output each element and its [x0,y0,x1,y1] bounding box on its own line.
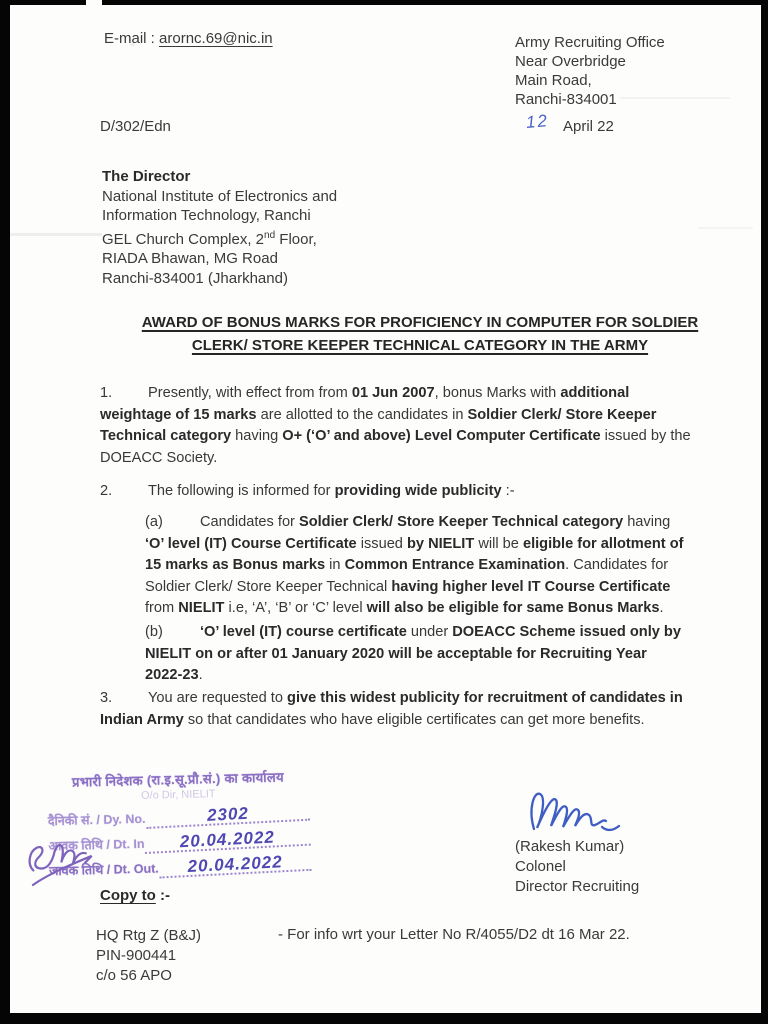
text-segment: Technical category [100,428,232,444]
addressee-line: GEL Church Complex, 2nd Floor, [102,229,317,248]
addressee-line: RIADA Bhawan, MG Road [102,250,278,267]
paragraph-number: (a) [145,514,163,530]
paragraph-line [100,426,760,448]
paragraph-line [100,448,760,470]
text-segment: providing wide publicity [334,483,502,499]
text-segment: having [231,428,283,444]
paragraph-line [100,383,760,405]
paragraph-line [100,481,760,503]
text-segment: . [198,667,203,683]
text-segment: will be [474,535,523,552]
paragraph-number: 3. [100,690,113,706]
text-segment: NIELIT on or after 01 January 2020 will be acceptable for Recruiting Year [145,645,647,662]
handwritten-date-in: 20.04.2022 [144,828,311,854]
signatory-name: (Rakesh Kumar) [515,838,625,855]
paragraph-line [100,688,760,710]
signatory-designation: Director Recruiting [515,878,640,895]
email-row [104,30,273,47]
email-label: E-mail : [104,30,160,47]
email-link[interactable]: arornc.69@nic.in [159,30,273,47]
handwritten-date-out: 20.04.2022 [158,853,311,879]
text-segment: from [145,600,179,616]
handwritten-day: 12 [525,111,550,132]
signature-scribble [522,783,622,837]
paragraph-number: 2. [100,483,113,499]
stamp-label: दैनिकी सं. / Dy. No. [47,811,146,829]
addressee-line: Ranchi-834001 (Jharkhand) [102,269,288,287]
copy-recipient-line: HQ Rtg Z (B&J) [96,927,202,944]
text-segment: 15 marks as Bonus marks [145,557,326,573]
text-segment: weightage of 15 marks [100,406,257,423]
text-segment: ‘O’ level (IT) course certificate [200,624,407,640]
text-segment: Soldier Clerk/ Store Keeper [467,406,657,423]
text-segment: are allotted to the candidates in [256,406,468,423]
text-segment: issued by the [600,428,691,444]
paragraph-line [145,577,760,599]
scan-artifact [10,233,102,236]
text-segment: Presently, with effect from from [148,385,352,401]
copy-recipient-line: PIN-900441 [96,947,177,964]
text-segment: , bonus Marks with [434,385,561,401]
handwritten-diary-number: 2302 [145,803,310,829]
text-segment: O+ (‘O’ and above) Level Computer Certificate [282,428,601,444]
text-segment: Soldier Clerk/ Store Keeper Technical [145,578,392,595]
text-segment: Soldier Clerk/ Store Keeper Technical category [298,514,624,530]
paragraph-line [145,512,760,534]
text-segment: 01 Jun 2007 [351,385,435,401]
stamp-label: आवक तिथि / Dt. In [48,836,145,854]
office-address-line: Near Overbridge [515,53,626,70]
paragraph-line [145,644,760,666]
copy-to-label: Copy to [100,887,156,904]
text-segment: i.e, ‘A’, ‘B’ or ‘C’ level [224,600,367,616]
subject-line: CLERK/ STORE KEEPER TECHNICAL CATEGORY IN THE ARMY [191,337,649,354]
handwritten-initials-scribble [19,826,107,895]
office-address-line: Main Road, [515,72,592,89]
paragraph-line [145,534,760,556]
text-segment: DOEACC Scheme issued only by [452,624,681,640]
text-segment: issued [356,535,407,552]
text-segment: Candidates for [200,514,299,530]
paragraph-line [100,405,760,427]
copy-to-suffix: :- [155,887,170,904]
text-segment: . [659,600,664,616]
signature-block [515,837,639,897]
office-address-block [515,33,665,109]
text-segment: NIELIT [178,600,225,616]
text-segment: having higher level IT Course Certificate [391,578,671,595]
text-segment: DOEACC Society. [100,449,218,466]
file-number: D/302/Edn [100,118,171,135]
office-address-line: Army Recruiting Office [515,34,665,51]
paragraph-line [145,622,760,644]
sub-paragraph-b [145,622,760,687]
paragraph-number: (b) [145,624,163,640]
text-segment: . Candidates for [565,557,669,573]
text-segment: You are requested to [148,690,288,706]
text-segment: Indian Army [100,711,184,728]
text-segment: :- [501,483,515,499]
text-segment: 2022-23 [145,667,199,683]
addressee-block [102,167,337,288]
text-segment: will also be eligible for same Bonus Marks [366,600,660,616]
subject-title [90,311,750,357]
text-segment: having [623,514,671,530]
signatory-rank: Colonel [515,858,566,875]
ordinal-superscript: nd [264,229,276,241]
letter-date: April 22 [563,118,614,135]
addressee-line: Information Technology, Ranchi [102,207,311,224]
stamp-row-diary-number [48,805,310,829]
paragraph-number: 1. [100,385,113,401]
text-segment: additional [560,385,630,401]
scan-artifact [698,227,753,229]
stamp-office-english: O/o Dir, NIELIT [140,788,216,802]
copy-to-heading [100,887,170,904]
stamp-office-hindi: प्रभारी निदेशक (रा.इ.सू.प्रौ.सं.) का कार्यालय [71,769,285,790]
paragraph-3 [100,688,760,731]
text-segment: The following is informed for [148,483,335,499]
text-segment: by NIELIT [406,535,475,552]
copy-recipient-line: c/o 56 APO [96,967,172,984]
copy-note: - For info wrt your Letter No R/4055/D2 dt 16 Mar 22. [278,926,630,943]
text-segment: under [406,624,453,640]
text-segment: give this widest publicity for recruitment of candidates in [287,690,683,706]
addressee-line: National Institute of Electronics and [102,187,338,205]
paragraph-2 [100,481,760,503]
copy-recipient-block [96,926,201,986]
paragraph-1 [100,383,760,469]
subject-line: AWARD OF BONUS MARKS FOR PROFICIENCY IN COMPUTER FOR SOLDIER [141,314,699,331]
text-segment: Common Entrance Examination [344,557,566,573]
letter-page [10,5,761,1013]
paragraph-line [145,665,760,687]
paragraph-line [145,598,760,620]
text-segment: so that candidates who have eligible certificates can get more benefits. [183,711,645,728]
stamp-label: जावक तिथि / Dt. Out. [48,861,159,879]
sub-paragraph-a [145,512,760,620]
text-segment: eligible for allotment of [522,535,684,552]
paragraph-line [145,555,760,577]
addressee-line: The Director [102,168,191,185]
scan-border-notch [86,0,102,6]
text-segment: ‘O’ level (IT) Course Certificate [145,535,357,552]
paragraph-line [100,710,760,732]
office-address-line: Ranchi-834001 [515,91,617,108]
text-segment: in [325,557,345,573]
